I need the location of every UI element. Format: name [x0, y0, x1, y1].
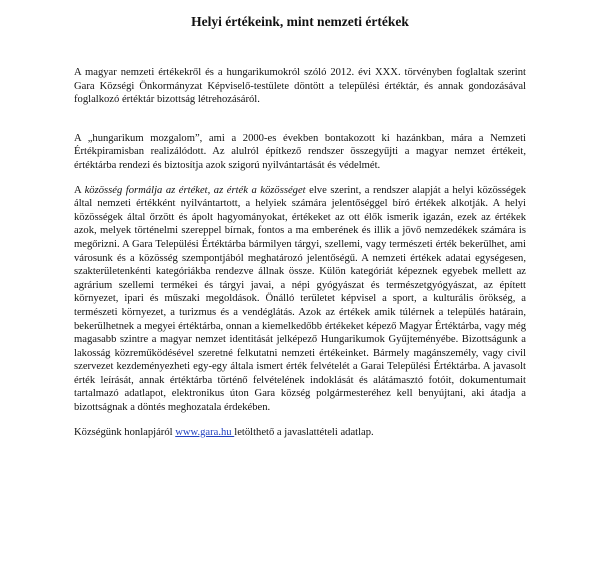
paragraph-text: elve szerint, a rendszer alapját a helyi közösségek által nemzeti értékként nyilvántartott, a helyiek számára jelentőséggel bíró értékek alkotják. A helyi közösségek által őrzött és ápolt hagyományokat, értékeket az ott élők ismerik igazán, ezek az értékek azok, melyek történelmi szereppel bírnak, fontos a ma emberének és illik a jövő nemzedékek számára is megőrizni. A Gara Települési Értéktárba bármilyen tárgyi, szellemi, vagy természeti érték bekerülhet, ami városunk és a közösség szempontjából meghatározó jelentőségű. A nemzeti értékek adatai egységesen, szakterületenkénti kategóriákba rendezve állnak össze. Külön kategóriát képeznek egyebek mellett az agrárium szellemi termékei és tárgyi javai, a népi gyógyászat és természetgyógyászat, az épített környezet, ipari és műszaki megoldások. Önálló területet képvisel a sport, a kulturális örökség, a természeti környezet, a turizmus és a vendéglátás. Azok az értékek amik túlérnek a település határain, bekerülhetnek a megyei értéktárba, onnan a kiemelkedőbb értékeket képező Magyar Értéktárba, vagy még magasabb szintre a magyar nemzet identitását jelképező Hungarikumok Gyűjteményébe. Bizottságunk a lakosság közreműködésével szeretné felkutatni nemzeti értékeinket. Bármely magánszemély, vagy civil szervezet kezdeményezheti egy-egy általa ismert érték felvételét a Garai Települési Értéktárba. A javasolt érték leírását, annak értéktárba történő felvételének indoklását és alátámasztó fotóit, dokumentumait tartalmazó adatlapot, elektronikus úton Gara község polgármesteréhez kell benyújtani, aki átadja a bizottságnak a döntés meghozatala érdekében. [74, 184, 526, 414]
emphasized-motto: közösség formálja az értéket, az érték a közösséget [84, 184, 306, 196]
paragraph-text: A „hungarikum mozgalom”, ami a 2000-es években bontakozott ki hazánkban, mára a Nemzeti Értékpiramisban realizálódott. Az alulról építkező rendszer összegyűjti a magyar nemzet értékeit, értéktárba rendezi és biztosítja azok szigorú nyilvántartását és védelmét. [74, 132, 526, 171]
paragraph-text: A magyar nemzeti értékekről és a hungarikumokról szóló 2012. évi XXX. törvényben foglaltak szerint Gara Községi Önkormányzat Képviselő-testülete döntött a települési értéktár, és annak gondozásával foglalkozó értéktár bizottság létrehozásáról. [74, 67, 526, 106]
document-body [74, 66, 526, 439]
website-link[interactable]: www.gara.hu [175, 426, 235, 438]
paragraph-intro [74, 66, 526, 107]
paragraph-community-values [74, 184, 526, 415]
paragraph-text: letölthető a javaslattételi adatlap. [234, 426, 374, 438]
paragraph-text: Községünk honlapjáról [74, 426, 176, 438]
paragraph-download-form [74, 426, 526, 440]
paragraph-hungarikum-movement [74, 132, 526, 173]
page-title: Helyi értékeink, mint nemzeti értékek [191, 14, 409, 29]
paragraph-text: A [74, 184, 85, 196]
